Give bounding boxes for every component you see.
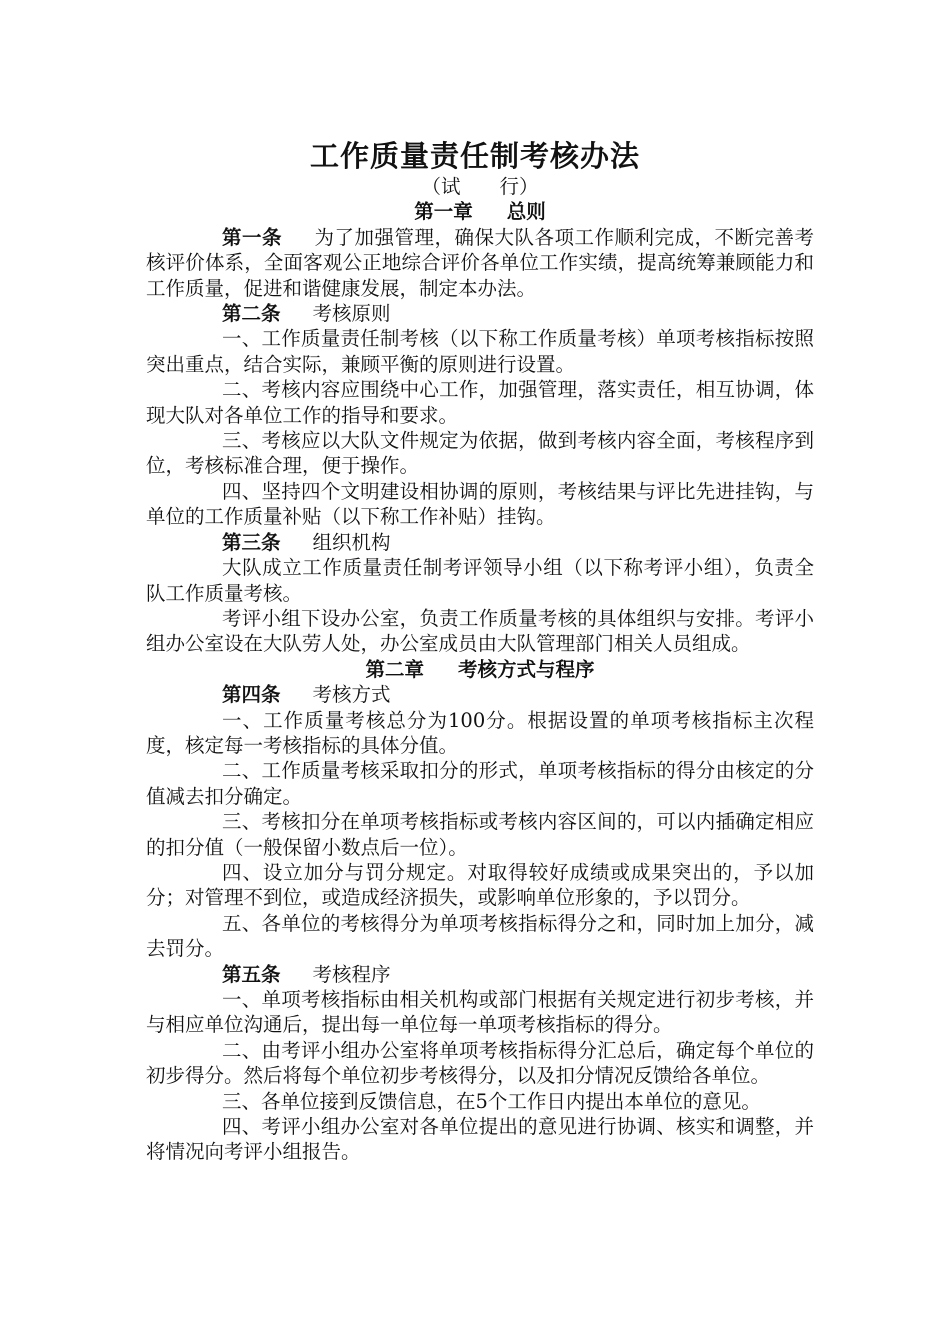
chapter-number: 第二章	[365, 657, 424, 681]
document-title: 工作质量责任制考核办法	[309, 139, 640, 173]
paragraph: 大队成立工作质量责任制考评领导小组（以下称考评小组），负责全队工作质量考核。	[146, 556, 814, 605]
paragraph: 四、设立加分与罚分规定。对取得较好成绩或成果突出的，予以加分；对管理不到位，或造成经济损失，或影响单位形象的，予以罚分。	[146, 860, 814, 910]
article-4-heading	[146, 682, 814, 707]
article-name: 考核方式	[312, 683, 391, 707]
article-2-heading	[146, 301, 814, 326]
paragraph: 二、工作质量考核采取扣分的形式，单项考核指标的得分由核定的分值减去扣分确定。	[146, 759, 814, 808]
paragraph: 考评小组下设办公室，负责工作质量考核的具体组织与安排。考评小组办公室设在大队劳人处，办公室成员由大队管理部门相关人员组成。	[146, 606, 814, 656]
paragraph: 五、各单位的考核得分为单项考核指标得分之和，同时加上加分，减去罚分。	[146, 911, 814, 961]
chapter-name: 考核方式与程序	[458, 657, 595, 681]
article-name: 组织机构	[312, 530, 391, 554]
article-number: 第四条	[222, 683, 281, 707]
article-text: 为了加强管理，确保大队各项工作顺利完成，不断完善考核评价体系，全面客观公正地综合评价各单位工作实绩，提高统筹兼顾能力和工作质量，促进和谐健康发展，制定本办法。	[146, 225, 814, 300]
article-number: 第三条	[222, 530, 281, 554]
document-body	[146, 174, 814, 1165]
paragraph: 三、各单位接到反馈信息，在5个工作日内提出本单位的意见。	[222, 1089, 761, 1113]
paragraph: 二、由考评小组办公室将单项考核指标得分汇总后，确定每个单位的初步得分。然后将每个单位初步考核得分，以及扣分情况反馈给各单位。	[146, 1038, 814, 1088]
article-name: 考核原则	[312, 302, 391, 326]
paragraph: 三、考核扣分在单项考核指标或考核内容区间的，可以内插确定相应的扣分值（一般保留小数点后一位）。	[146, 810, 814, 859]
paragraph: 一、工作质量考核总分为100分。根据设置的单项考核指标主次程度，核定每一考核指标的具体分值。	[146, 708, 814, 757]
article-number: 第五条	[222, 962, 281, 986]
chapter-name: 总则	[506, 200, 546, 224]
chapter-1-heading	[146, 199, 814, 224]
article-1	[146, 225, 814, 301]
paragraph: 三、考核应以大队文件规定为依据，做到考核内容全面，考核程序到位，考核标准合理，便于操作。	[146, 429, 814, 478]
article-5-heading	[146, 962, 814, 987]
paragraph: 一、单项考核指标由相关机构或部门根据有关规定进行初步考核，并与相应单位沟通后，提出每一单位每一单项考核指标的得分。	[146, 988, 814, 1037]
paragraph: 四、考评小组办公室对各单位提出的意见进行协调、核实和调整，并将情况向考评小组报告。	[146, 1115, 814, 1164]
article-3-heading	[146, 530, 814, 555]
article-number: 第二条	[222, 302, 281, 326]
chapter-number: 第一章	[414, 200, 473, 224]
paragraph: 一、工作质量责任制考核（以下称工作质量考核）单项考核指标按照突出重点，结合实际，兼顾平衡的原则进行设置。	[146, 327, 814, 376]
paragraph: 四、坚持四个文明建设相协调的原则，考核结果与评比先进挂钩，与单位的工作质量补贴（以下称工作补贴）挂钩。	[146, 479, 814, 529]
chapter-2-heading	[146, 657, 814, 682]
document-subtitle: （试 行）	[421, 175, 539, 198]
paragraph: 二、考核内容应围绕中心工作，加强管理，落实责任，相互协调，体现大队对各单位工作的指导和要求。	[146, 378, 814, 427]
article-number: 第一条	[222, 225, 282, 249]
article-name: 考核程序	[312, 962, 391, 986]
